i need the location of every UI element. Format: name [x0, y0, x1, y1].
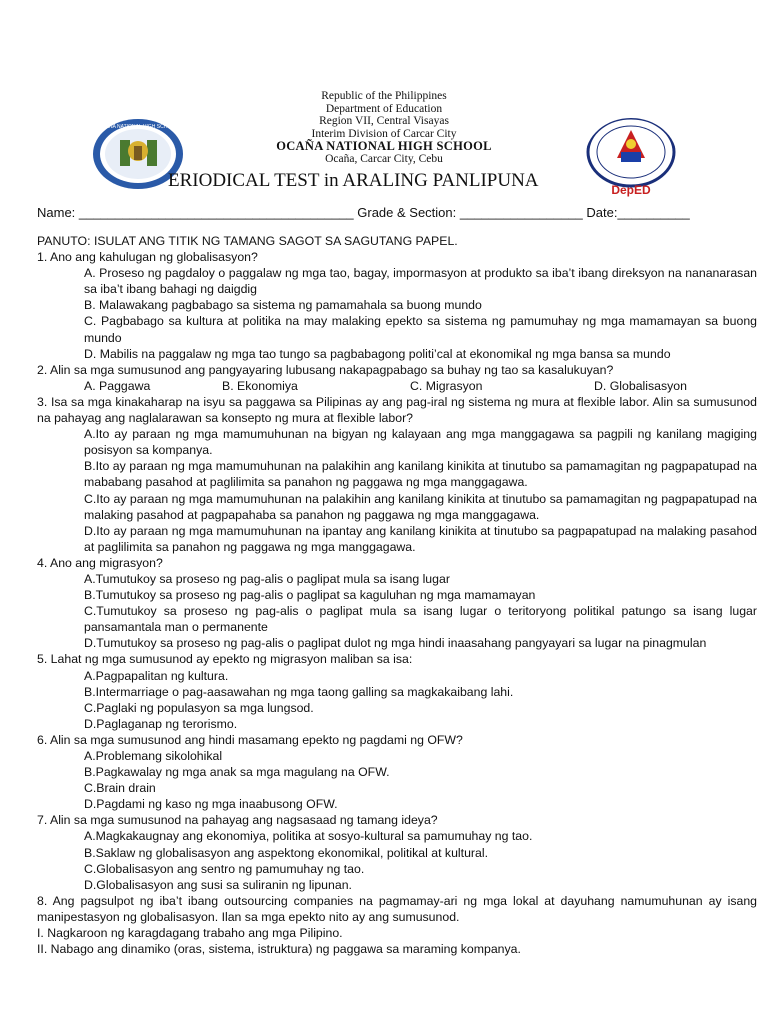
q4-option-b: B.Tumutukoy sa proseso ng pag-alis o paglipat sa kaguluhan ng mga mamamayan	[84, 588, 536, 603]
deped-logo-text: DepED	[611, 183, 651, 197]
q6-option-b: B.Pagkawalay ng mga anak sa mga magulang na OFW.	[84, 765, 390, 780]
question-3: 3. Isa sa mga kinakaharap na isyu sa paggawa sa Pilipinas ay ang pag-iral ng sistema ng mura at flexible labor. Alin sa sumusunod na pahayag ang naglalarawan sa konsepto ng mura at flexible labor?	[37, 394, 757, 426]
student-info-line: Name: ______________________________________ Grade & Section: _________________ Date:__________	[37, 205, 690, 220]
question-8: 8. Ang pagsulpot ng iba’t ibang outsourcing companies na pagmamay-ari ng mga lokal at dayuhang namumuhunan ay isang manipestasyon ng globalisasyon. Ilan sa mga epekto nito ay ang sumusunod.	[37, 893, 757, 924]
q6-option-c: C.Brain drain	[84, 781, 156, 796]
q3-option-a: A.Ito ay paraan ng mga mamumuhunan na bigyan ng kalayaan ang mga manggagawa sa pagpili ng kanilang magiging posisyon sa kompanya.	[84, 427, 757, 458]
q2-option-a: A. Paggawa	[84, 378, 151, 393]
header-division: Interim Division of Carcar City	[311, 127, 457, 140]
test-body	[37, 233, 757, 957]
q7-option-a: A.Magkakaugnay ang ekonomiya, politika at sosyo-kultural sa pamumuhay ng tao.	[84, 829, 533, 844]
q4-option-c: C.Tumutukoy sa proseso ng pag-alis o paglipat mula sa isang lugar o teritoryong politikal patungo sa isang lugar pansamantala man o permanente	[84, 604, 757, 635]
question-5: 5. Lahat ng mga sumusunod ay epekto ng migrasyon maliban sa isa:	[37, 652, 413, 667]
q5-option-b: B.Intermarriage o pag-aasawahan ng mga taong galling sa magkakaibang lahi.	[84, 684, 514, 699]
header-department: Department of Education	[325, 102, 443, 115]
q2-option-b: B. Ekonomiya	[222, 378, 298, 393]
q7-option-d: D.Globalisasyon ang susi sa suliranin ng lipunan.	[84, 877, 352, 892]
q2-option-d: D. Globalisasyon	[594, 378, 687, 393]
q5-option-a: A.Pagpapalitan ng kultura.	[84, 668, 229, 683]
q3-option-c: C.Ito ay paraan ng mga mamumuhunan na palakihin ang kanilang kinikita at tinutubo sa pamamagitan ng pagpapatupad na malaking pasahod at pagpapahaba sa panahon ng paggawa ng mga manggagawa.	[84, 491, 757, 522]
school-name: OCAÑA NATIONAL HIGH SCHOOL	[276, 139, 492, 153]
question-4: 4. Ano ang migrasyon?	[37, 555, 163, 570]
q4-option-d: D.Tumutukoy sa proseso ng pag-alis o paglipat dulot ng mga hindi inaasahang pangyayari sa lugar na pinagmulan	[84, 636, 707, 651]
q1-option-b: B. Malawakang pagbabago sa sistema ng pamamahala sa buong mundo	[84, 298, 482, 313]
q1-option-c: C. Pagbabago sa kultura at politika na may malaking epekto sa sistema ng pamumuhay ng mga mamamayan sa buong mundo	[84, 314, 757, 345]
q2-options	[37, 378, 757, 394]
q4-option-a: A.Tumutukoy sa proseso ng pag-alis o paglipat mula sa isang lugar	[84, 571, 450, 586]
q8-statement-i: I. Nagkaroon ng karagdagang trabaho ang mga Pilipino.	[37, 926, 343, 941]
question-6: 6. Alin sa mga sumusunod ang hindi masamang epekto ng pagdami ng OFW?	[37, 732, 463, 747]
instructions: PANUTO: ISULAT ANG TITIK NG TAMANG SAGOT SA SAGUTANG PAPEL.	[37, 234, 458, 248]
q2-option-c: C. Migrasyon	[410, 378, 483, 393]
seal-text: OCAÑA NATIONAL HIGH SCHOOL	[98, 124, 178, 130]
q6-option-d: D.Pagdami ng kaso ng mga inaabusong OFW.	[84, 797, 338, 812]
q1-option-a: A. Proseso ng pagdaloy o paggalaw ng mga tao, bagay, impormasyon at produkto sa iba’t ibang direksyon na nananarasan sa iba’t ibang bahagi ng daigdig	[84, 266, 757, 297]
deped-seal-icon	[585, 118, 677, 198]
question-7: 7. Alin sa mga sumusunod na pahayag ang nagsasaad ng tamang ideya?	[37, 813, 438, 828]
q5-option-c: C.Paglaki ng populasyon sa mga lungsod.	[84, 700, 314, 715]
q7-option-b: B.Saklaw ng globalisasyon ang aspektong ekonomikal, politikal at kultural.	[84, 845, 488, 860]
question-2: 2. Alin sa mga sumusunod ang pangyayaring lubusang nakapagpabago sa buhay ng tao sa kasalukuyan?	[37, 362, 614, 377]
q6-option-a: A.Problemang sikolohikal	[84, 749, 223, 763]
q8-statement-ii: II. Nabago ang dinamiko (oras, sistema, istruktura) ng paggawa sa maraming kompanya.	[37, 942, 521, 957]
question-1: 1. Ano ang kahulugan ng globalisasyon?	[37, 250, 258, 265]
q7-option-c: C.Globalisasyon ang sentro ng pamumuhay ng tao.	[84, 861, 365, 876]
q3-option-b: B.Ito ay paraan ng mga mamumuhunan na palakihin ang kanilang kinikita at tinutubo sa pamamagitan ng pagpapatupad na mababang pasahod at paglilimita sa panahon ng paggawa ng mga manggagawa.	[84, 459, 757, 490]
header-region: Region VII, Central Visayas	[319, 115, 449, 127]
school-address: Ocaña, Carcar City, Cebu	[325, 152, 443, 165]
q1-option-d: D. Mabilis na paggalaw ng mga tao tungo sa pagbabagong politi’cal at ekonomikal ng mga bansa sa mundo	[84, 346, 671, 361]
q5-option-d: D.Paglaganap ng terorismo.	[84, 716, 238, 731]
test-title: ERIODICAL TEST in ARALING PANLIPUNA	[168, 170, 539, 191]
q3-option-d: D.Ito ay paraan ng mga mamumuhunan na ipantay ang kanilang kinikita at tinutubo sa pagpapatupad na malaking pasahod at paglilimita sa panahon ng paggawa ng mga manggagawa.	[84, 523, 757, 554]
header-republic: Republic of the Philippines	[321, 90, 447, 102]
